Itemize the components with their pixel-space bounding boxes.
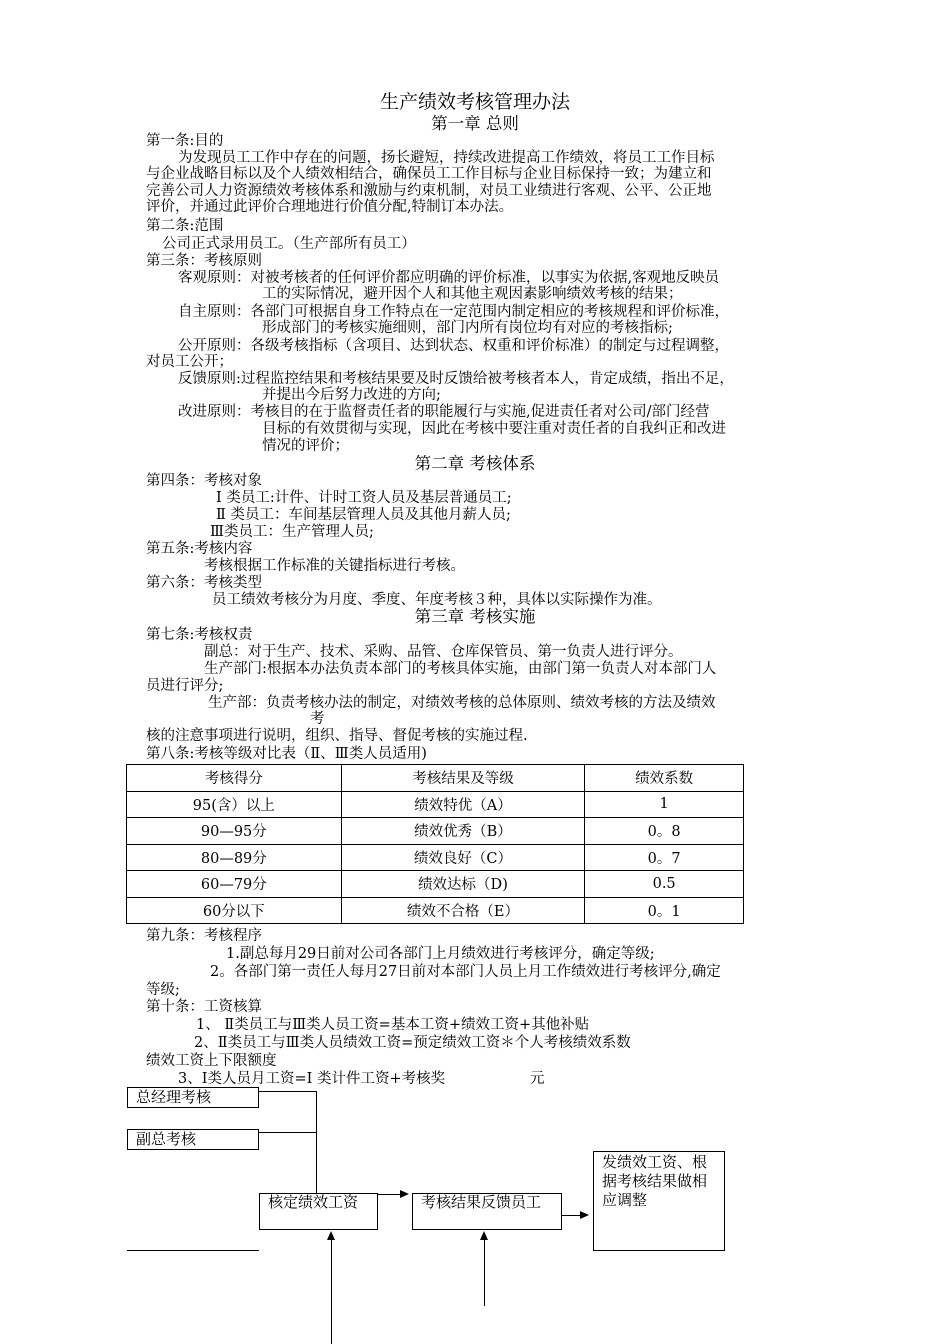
salary-formula-2: 2、Ⅱ类员工与Ⅲ类人员绩效工资=预定绩效工资＊个人考核绩效系数 — [194, 1035, 631, 1051]
gm-review-label: 总经理考核 — [136, 1088, 212, 1106]
salary-unit: 元 — [530, 1071, 545, 1087]
salary-limit-note: 绩效工资上下限额度 — [146, 1053, 277, 1069]
article-6-text: 员工绩效考核分为月度、季度、年度考核３种，具体以实际操作为准。 — [212, 592, 662, 608]
principle-autonomy-cont: 形成部门的考核实施细则，部门内所有岗位均有对应的考核指标; — [262, 320, 673, 336]
article-7-prod-duty: 生产部：负责考核办法的制定，对绩效考核的总体原则、绩效考核的方法及绩效 — [208, 695, 716, 711]
arrow-right-icon — [580, 1211, 589, 1219]
principle-feedback-cont: 并提出今后努力改进的方向; — [262, 387, 441, 403]
article-7-prod-duty-cont: 考 — [310, 711, 325, 727]
gm-review-box — [127, 1087, 259, 1108]
connector-line — [562, 1215, 582, 1216]
table-cell: 绩效达标（D) — [341, 871, 585, 898]
vp-review-box — [127, 1129, 259, 1150]
principle-openness: 公开原则：各级考核指标（含项目、达到状态、权重和评价标准）的制定与过程调整， — [178, 338, 729, 354]
arrow-up-icon — [480, 1231, 488, 1240]
article-1-text: 评价，并通过此评价合理地进行价值分配,特制订本办法。 — [146, 199, 514, 215]
table-cell: 60分以下 — [127, 897, 342, 924]
article-10-heading: 第十条：工资核算 — [146, 999, 262, 1015]
article-1-text: 与企业战略目标以及个人绩效相结合，确保员工工作目标与企业目标保持一致；为建立和 — [146, 166, 712, 182]
vp-review-label: 副总考核 — [136, 1130, 197, 1148]
table-header-cell: 绩效系数 — [585, 765, 744, 792]
class-1-staff: Ⅰ 类员工:计件、计时工资人员及基层普通员工; — [216, 490, 512, 506]
principle-openness-cont: 对员工公开； — [146, 354, 233, 370]
article-9-step-2-cont: 等级; — [146, 982, 180, 998]
table-cell: 0。7 — [585, 844, 744, 871]
article-7-dept-duty-cont: 员进行评分; — [146, 678, 224, 694]
principle-improvement-cont: 目标的有效贯彻与实现，因此在考核中要注重对责任者的自我纠正和改进 — [262, 421, 726, 437]
chapter-1-heading: 第一章 总则 — [431, 114, 519, 133]
table-cell: 1 — [585, 791, 744, 818]
salary-formula-3: 3、Ⅰ类人员月工资=Ⅰ 类计件工资+考核奖 — [178, 1071, 446, 1087]
principle-objective-cont: 工的实际情况，避开因个人和其他主观因素影响绩效考核的结果； — [262, 286, 683, 302]
salary-formula-1: 1、 Ⅱ类员工与Ⅲ类人员工资=基本工资+绩效工资+其他补贴 — [196, 1017, 590, 1033]
table-cell: 绩效特优（A） — [341, 791, 585, 818]
article-1-text: 完善公司人力资源绩效考核体系和激励与约束机制，对员工业绩进行客观、公平、公正地 — [146, 183, 712, 199]
grade-comparison-table — [126, 764, 744, 924]
principle-feedback: 反馈原则:过程监控结果和考核结果要及时反馈给被考核者本人，肯定成绩，指出不足， — [178, 371, 734, 387]
table-cell: 95(含）以上 — [127, 791, 342, 818]
document-title: 生产绩效考核管理办法 — [379, 91, 570, 113]
chapter-2-heading: 第二章 考核体系 — [414, 454, 536, 473]
article-7-dept-duty: 生产部门:根据本办法负责本部门的考核具体实施，由部门第一负责人对本部门人 — [204, 661, 717, 677]
table-cell: 60—79分 — [127, 871, 342, 898]
connector-line — [331, 1238, 332, 1344]
feedback-box — [412, 1193, 562, 1230]
table-row — [127, 791, 744, 818]
article-4-heading: 第四条：考核对象 — [146, 473, 262, 489]
pay-adjust-label: 发绩效工资、根据考核结果做相应调整 — [602, 1153, 708, 1209]
article-6-heading: 第六条：考核类型 — [146, 575, 262, 591]
table-header-cell: 考核得分 — [127, 765, 342, 792]
connector-line — [484, 1238, 485, 1306]
chapter-3-heading: 第三章 考核实施 — [414, 607, 536, 626]
table-row — [127, 818, 744, 845]
table-header-row — [127, 765, 744, 792]
table-cell: 绩效良好（C） — [341, 844, 585, 871]
article-3-heading: 第三条：考核原则 — [146, 253, 262, 269]
article-2-text: 公司正式录用员工。（生产部所有员工） — [162, 236, 416, 252]
principle-improvement: 改进原则：考核目的在于监督责任者的职能履行与实施,促进责任者对公司/部门经营 — [178, 404, 710, 420]
class-2-staff: Ⅱ 类员工：车间基层管理人员及其他月薪人员; — [216, 507, 511, 523]
table-cell: 绩效优秀（B） — [341, 818, 585, 845]
article-5-heading: 第五条:考核内容 — [146, 541, 253, 557]
principle-objective: 客观原则：对被考核者的任何评价都应明确的评价标准，以事实为依据,客观地反映员 — [178, 270, 720, 286]
divider-line — [127, 1250, 259, 1251]
verify-salary-box — [259, 1193, 378, 1230]
article-9-heading: 第九条：考核程序 — [146, 928, 262, 944]
article-1-heading: 第一条:目的 — [146, 133, 224, 149]
article-7-vp-duty: 副总：对于生产、技术、采购、品管、仓库保管员、第一负责人进行评分。 — [204, 644, 683, 660]
table-cell: 90—95分 — [127, 818, 342, 845]
connector-line — [316, 1091, 317, 1197]
table-cell: 0。1 — [585, 897, 744, 924]
connector-line — [259, 1091, 317, 1092]
arrow-up-icon — [327, 1231, 335, 1240]
table-header-cell: 考核结果及等级 — [341, 765, 585, 792]
article-9-step-1: 1.副总每月29日前对公司各部门上月绩效进行考核评分，确定等级; — [226, 946, 655, 962]
table-cell: 0.5 — [585, 871, 744, 898]
table-cell: 80—89分 — [127, 844, 342, 871]
table-cell: 0。8 — [585, 818, 744, 845]
table-row — [127, 844, 744, 871]
article-1-text: 为发现员工工作中存在的问题，扬长避短，持续改进提高工作绩效，将员工工作目标 — [178, 150, 715, 166]
pay-adjust-box — [593, 1151, 725, 1251]
verify-salary-label: 核定绩效工资 — [268, 1193, 359, 1211]
article-5-text: 考核根据工作标准的关键指标进行考核。 — [204, 558, 465, 574]
connector-line — [378, 1194, 402, 1195]
table-row — [127, 897, 744, 924]
principle-autonomy: 自主原则：各部门可根据自身工作特点在一定范围内制定相应的考核规程和评价标准， — [178, 304, 729, 320]
article-8-heading: 第八条:考核等级对比表（Ⅱ、Ⅲ类人员适用) — [146, 746, 427, 762]
article-7-heading: 第七条:考核权责 — [146, 627, 253, 643]
article-7-prod-duty-cont: 核的注意事项进行说明，组织、指导、督促考核的实施过程. — [146, 728, 528, 744]
feedback-label: 考核结果反馈员工 — [421, 1193, 542, 1211]
table-cell: 绩效不合格（E） — [341, 897, 585, 924]
table-row — [127, 871, 744, 898]
article-9-step-2: 2。各部门第一责任人每月27日前对本部门人员上月工作绩效进行考核评分,确定 — [210, 964, 721, 980]
arrow-right-icon — [400, 1190, 409, 1198]
article-2-heading: 第二条:范围 — [146, 218, 224, 234]
connector-line — [259, 1132, 317, 1133]
principle-improvement-cont: 情况的评价； — [262, 438, 349, 454]
class-3-staff: Ⅲ类员工：生产管理人员; — [210, 524, 374, 540]
